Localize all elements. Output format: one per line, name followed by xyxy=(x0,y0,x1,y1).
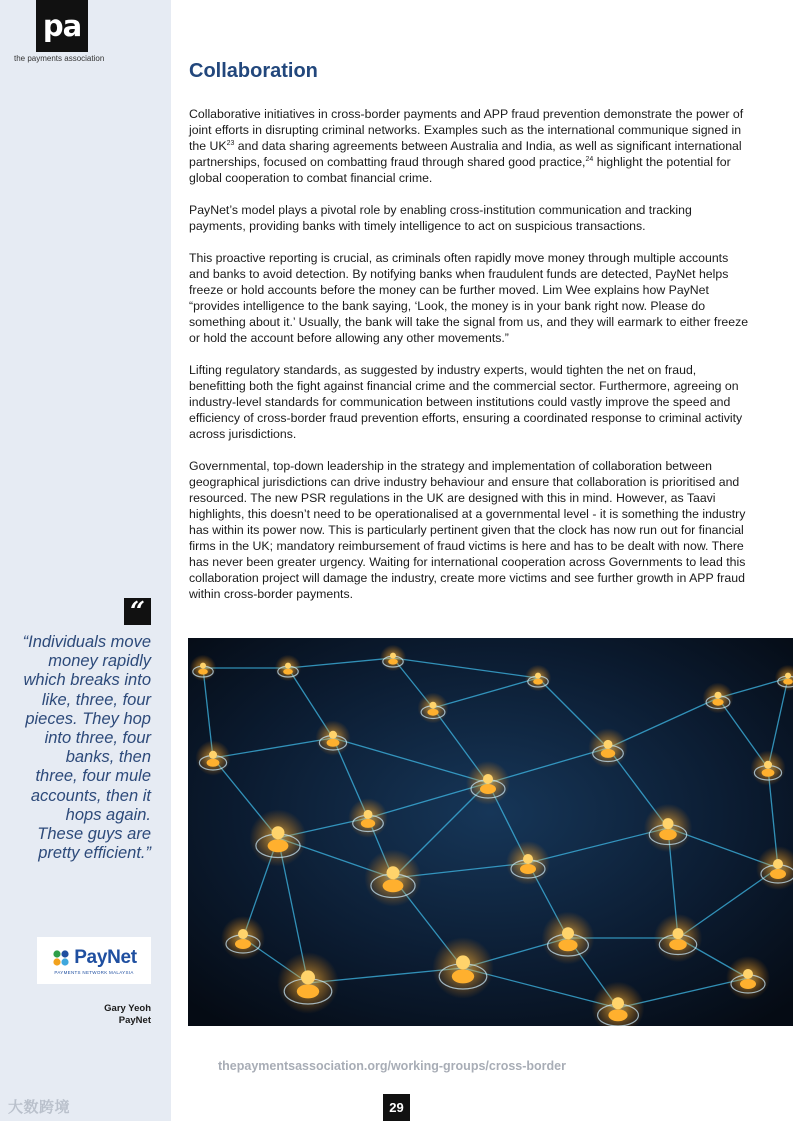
paragraph-5: Governmental, top-down leadership in the strategy and implementation of collaboration between geographical jurisdictions can drive industry behaviour and ensure that collaboration is prioritised and resourced. The new PSR regulations in the UK are designed with this in mind. However, as Taavi highlights, this doesn’t need to be operationalised at a governmental level - it is something the industry has within its power now. This is particularly pertinent given that the clock has now run out for financial firms in the UK; mandatory reimbursement of fraud victims is here and has to be dealt with now. There has never been greater urgency. Waiting for international cooperation across Governments to lead this collaboration project will damage the industry, create more victims and see further growth in APP fraud within cross-border payments. xyxy=(189,459,746,601)
page-number: 29 xyxy=(383,1094,410,1121)
network-node xyxy=(726,956,770,1000)
paragraph-4: Lifting regulatory standards, as suggested by industry experts, would tighten the net on fraud, benefitting both the fight against financial crime and the commercial sector. Furthermore, agreeing on industry-level standards for communication between institutions could vastly improve the speed and efficiency of cross-border fraud prevention efforts, ensuring a coordinated response to criminal activity across jurisdictions. xyxy=(189,363,743,441)
network-node xyxy=(654,914,702,962)
article xyxy=(189,60,749,602)
paragraph-2: PayNet’s model plays a pivotal role by enabling cross-institution communication and tracking payments, providing banks with timely intelligence to act on suspicious transactions. xyxy=(189,203,692,233)
network-node xyxy=(750,750,785,785)
network-node xyxy=(275,655,301,681)
watermark: 大数跨境 xyxy=(8,1099,71,1116)
network-node xyxy=(249,809,306,866)
network-node xyxy=(525,665,551,691)
quote-organisation: PayNet xyxy=(118,1014,151,1026)
network-node xyxy=(315,720,350,755)
network-node xyxy=(703,683,734,714)
quote-mark-icon: “ xyxy=(124,598,151,625)
network-illustration xyxy=(188,638,793,1026)
paynet-logo-name: PayNet xyxy=(74,946,137,968)
footnote-ref[interactable]: 23 xyxy=(226,139,235,147)
network-node xyxy=(542,912,595,965)
network-node xyxy=(466,761,510,805)
network-node xyxy=(432,937,494,999)
paynet-logo xyxy=(37,937,151,984)
network-node xyxy=(644,804,692,852)
footer-url-link[interactable]: thepaymentsassociation.org/working-groups/cross-border xyxy=(218,1059,566,1073)
paragraph-3: This proactive reporting is crucial, as criminals often rapidly move money through multiple accounts and banks to avoid detection. By notifying banks when fraudulent funds are detected, PayNet helps freeze or hold accounts before the money can be further moved. Lim Wee explains how PayNet “provides intelligence to the bank saying, ‘Look, the money is in your bank right now. Please do something about it.’ Usually, the bank will take the signal from us, and they will earmark to either freeze or hold the account before allowing any other movements.” xyxy=(189,251,749,345)
network-node xyxy=(221,916,265,960)
pa-logo[interactable]: pa xyxy=(36,0,88,52)
network-node xyxy=(348,798,388,838)
sidebar xyxy=(0,0,171,1121)
network-node xyxy=(277,952,339,1014)
network-node xyxy=(506,841,550,885)
footnote-ref[interactable]: 24 xyxy=(585,155,594,163)
paragraph-1: Collaborative initiatives in cross-border payments and APP fraud prevention demonstrate the power of joint efforts in disrupting criminal networks. Examples such as the international communique signed in the UK$^{23}$ and data sharing agreements between Australia and India, as well as significant international partnerships, focused on combatting fraud through shared good practice,$^{24}$ highlight the potential for global cooperation to combat financial crime. xyxy=(189,107,744,185)
paynet-pinwheel-icon xyxy=(51,948,71,968)
quote-author: Gary Yeoh xyxy=(104,1003,151,1014)
quote-attribution xyxy=(40,1003,151,1026)
paynet-logo-subtitle: PAYMENTS NETWORK MALAYSIA xyxy=(54,969,134,975)
section-heading: Collaboration xyxy=(189,60,318,82)
network-node xyxy=(190,655,216,681)
network-node xyxy=(380,645,406,671)
network-node xyxy=(364,849,421,906)
network-node xyxy=(588,728,628,768)
network-graphic xyxy=(188,638,793,1026)
network-node xyxy=(418,693,449,724)
network-node xyxy=(195,740,230,775)
pull-quote: “Individuals move money rapidly which breaks into like, three, four pieces. They hop into three, four banks, then three, four mule accounts, then it hops again. These guys are pretty efficient.” xyxy=(22,633,151,863)
logo-tagline: the payments association xyxy=(14,54,105,63)
